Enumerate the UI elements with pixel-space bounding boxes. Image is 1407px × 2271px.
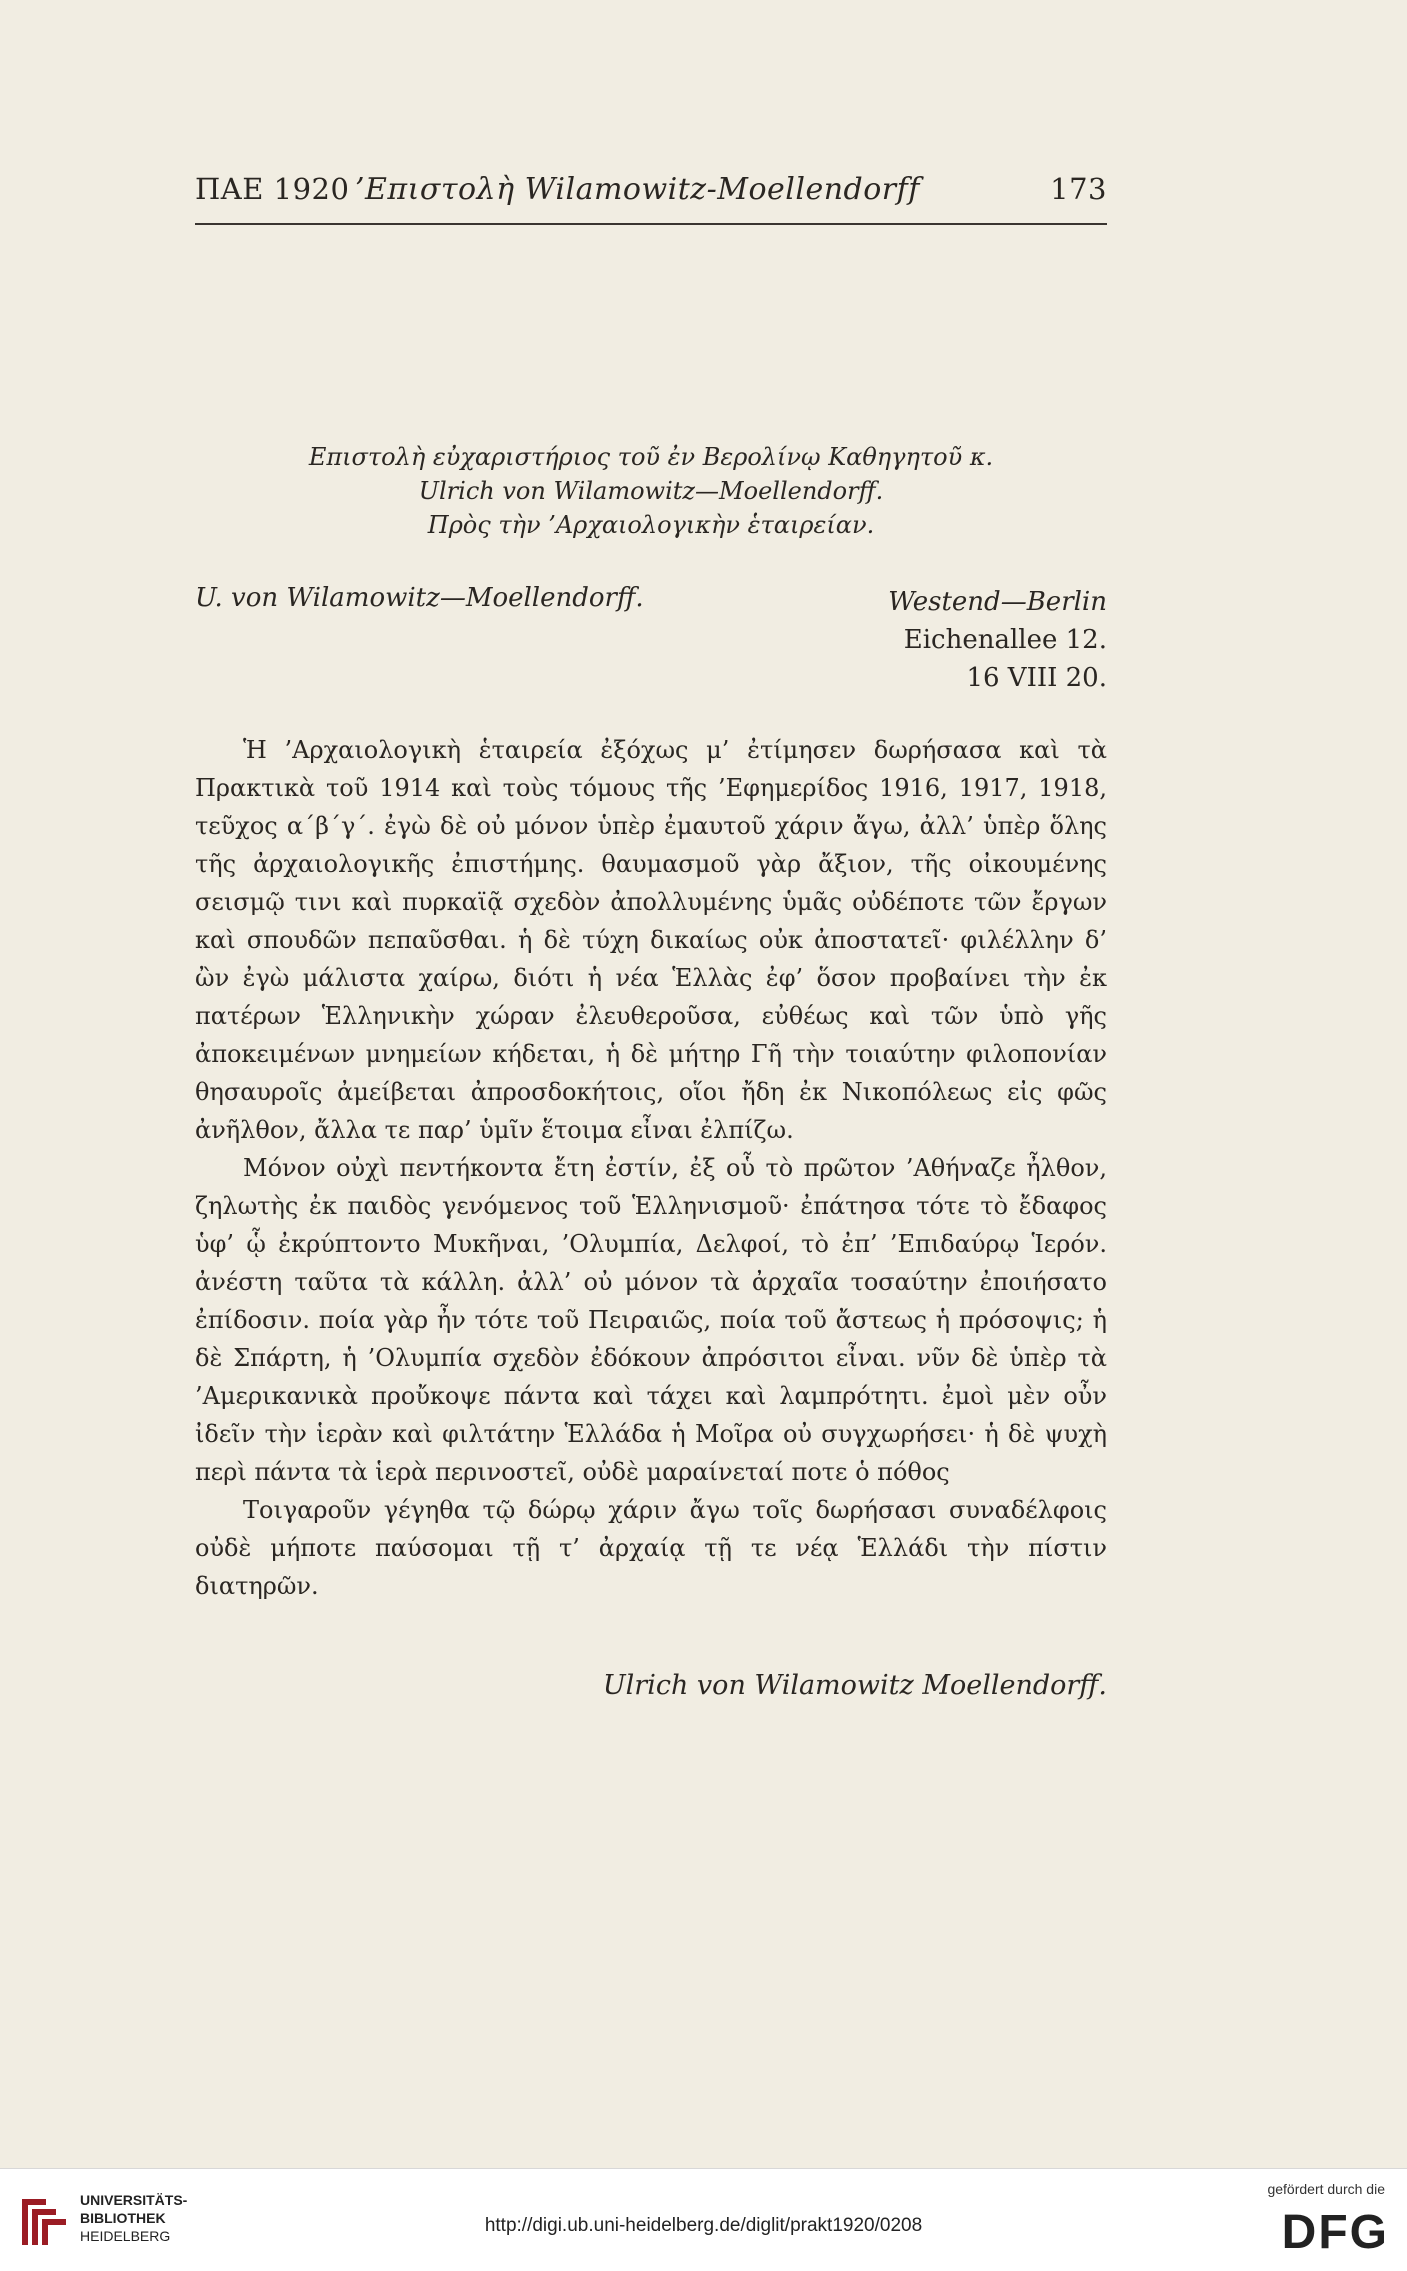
dfg-logo: DFG <box>1281 2206 1389 2259</box>
address-city: Westend—Berlin <box>888 587 1107 617</box>
page-number: 173 <box>1050 172 1107 206</box>
header-rule <box>195 223 1107 225</box>
library-name-line-2: BIBLIOTHEK <box>80 2210 166 2226</box>
sender-address <box>747 583 1107 697</box>
address-street: Eichenallee 12. <box>903 625 1107 655</box>
title-line-3: Πρὸς τὴν ’Αρχαιολογικὴν ἑταιρείαν. <box>427 511 875 539</box>
title-line-1: Επιστολὴ εὐχαριστήριος τοῦ ἐν Βερολίνῳ Καθηγητοῦ κ. <box>308 443 994 471</box>
title-line-2: Ulrich von Wilamowitz—Moellendorff. <box>418 477 884 505</box>
body-paragraph-3: Τοιγαροῦν γέγηθα τῷ δώρῳ χάριν ἄγω τοῖς δωρήσασι συναδέλφοις οὐδὲ μήποτε παύσομαι τῇ τ’ ἀρχαίᾳ τῇ τε νέᾳ Ἑλλάδι τὴν πίστιν διατηρῶν. <box>195 1496 1107 1600</box>
letter-body <box>195 731 1107 1605</box>
library-name-line-1: UNIVERSITÄTS- <box>80 2192 188 2208</box>
header-title: ’Επιστολὴ Wilamowitz-Moellendorff <box>355 172 920 207</box>
permalink-url[interactable]: http://digi.ub.uni-heidelberg.de/diglit/prakt1920/0208 <box>484 2215 923 2236</box>
library-name-line-3: HEIDELBERG <box>80 2228 171 2244</box>
signature: Ulrich von Wilamowitz Moellendorff. <box>602 1670 1107 1701</box>
letter-date: 16 VIII 20. <box>966 663 1107 693</box>
sender-name: U. von Wilamowitz—Moellendorff. <box>195 583 644 613</box>
body-paragraph-1: Ἡ ’Αρχαιολογικὴ ἑταιρεία ἐξόχως μ’ ἐτίμησεν δωρήσασα καὶ τὰ Πρακτικὰ τοῦ 1914 καὶ τοὺς τόμους τῆς ’Εφημερίδος 1916, 1917, 1918, τεῦχος α΄β΄γ΄. ἐγὼ δὲ οὐ μόνον ὑπὲρ ἐμαυτοῦ χάριν ἄγω, ἀλλ’ ὑπὲρ ὅλης τῆς ἀρχαιολογικῆς ἐπιστήμης. θαυμασμοῦ γὰρ ἄξιον, τῆς οἰκουμένης σεισμῷ τινι καὶ πυρκαϊᾷ σχεδὸν ἀπολλυμένης ὑμᾶς οὐδέποτε τῶν ἔργων καὶ σπουδῶν πεπαῦσθαι. ἡ δὲ τύχη δικαίως οὐκ ἀποστατεῖ· φιλέλλην δ’ ὢν ἐγὼ μάλιστα χαίρω, διότι ἡ νέα Ἑλλὰς ἐφ’ ὅσον προβαίνει τὴν ἐκ πατέρων Ἑλληνικὴν χώραν ἐλευθεροῦσα, εὐθέως καὶ τῶν ὑπὸ γῆς ἀποκειμένων μνημείων κήδεται, ἡ δὲ μήτηρ Γῆ τὴν τοιαύτην φιλοπονίαν θησαυροῖς ἀμείβεται ἀπροσδοκήτοις, οἵοι ἤδη ἐκ Νικοπόλεως εἰς φῶς ἀνῆλθον, ἄλλα τε παρ’ ὑμῖν ἕτοιμα εἶναι ἐλπίζω. <box>195 736 1107 1144</box>
funding-caption: gefördert durch die <box>1267 2181 1385 2197</box>
body-paragraph-2: Μόνον οὐχὶ πεντήκοντα ἔτη ἐστίν, ἐξ οὗ τὸ πρῶτον ’Αθήναζε ἦλθον, ζηλωτὴς ἐκ παιδὸς γενόμενος τοῦ Ἑλληνισμοῦ· ἐπάτησα τότε τὸ ἔδαφος ὑφ’ ᾧ ἐκρύπτοντο Μυκῆναι, ’Ολυμπία, Δελφοί, τὸ ἐπ’ ’Επιδαύρῳ Ἱερόν. ἀνέστη ταῦτα τὰ κάλλη. ἀλλ’ οὐ μόνον τὰ ἀρχαῖα τοσαύτην ἐποιήσατο ἐπίδοσιν. ποία γὰρ ἦν τότε τοῦ Πειραιῶς, ποία τοῦ ἄστεως ἡ πρόσοψις; ἡ δὲ Σπάρτη, ἡ ’Ολυμπία σχεδὸν ἐδόκουν ἀπρόσιτοι εἶναι. νῦν δὲ ὑπὲρ τὰ ’Αμερικανικὰ προὔκοψε πάντα καὶ τάχει καὶ λαμπρότητι. ἐμοὶ μὲν οὖν ἰδεῖν τὴν ἱερὰν καὶ φιλτάτην Ἑλλάδα ἡ Μοῖρα οὐ συγχωρήσει· ἡ δὲ ψυχὴ περὶ πάντα τὰ ἱερὰ περινοστεῖ, οὐδὲ μαραίνεταί ποτε ὁ πόθος <box>195 1154 1107 1486</box>
letter-title <box>195 440 1107 542</box>
digitization-footer <box>0 2168 1407 2271</box>
header-journal-year: ΠΑΕ 1920 <box>195 172 350 206</box>
